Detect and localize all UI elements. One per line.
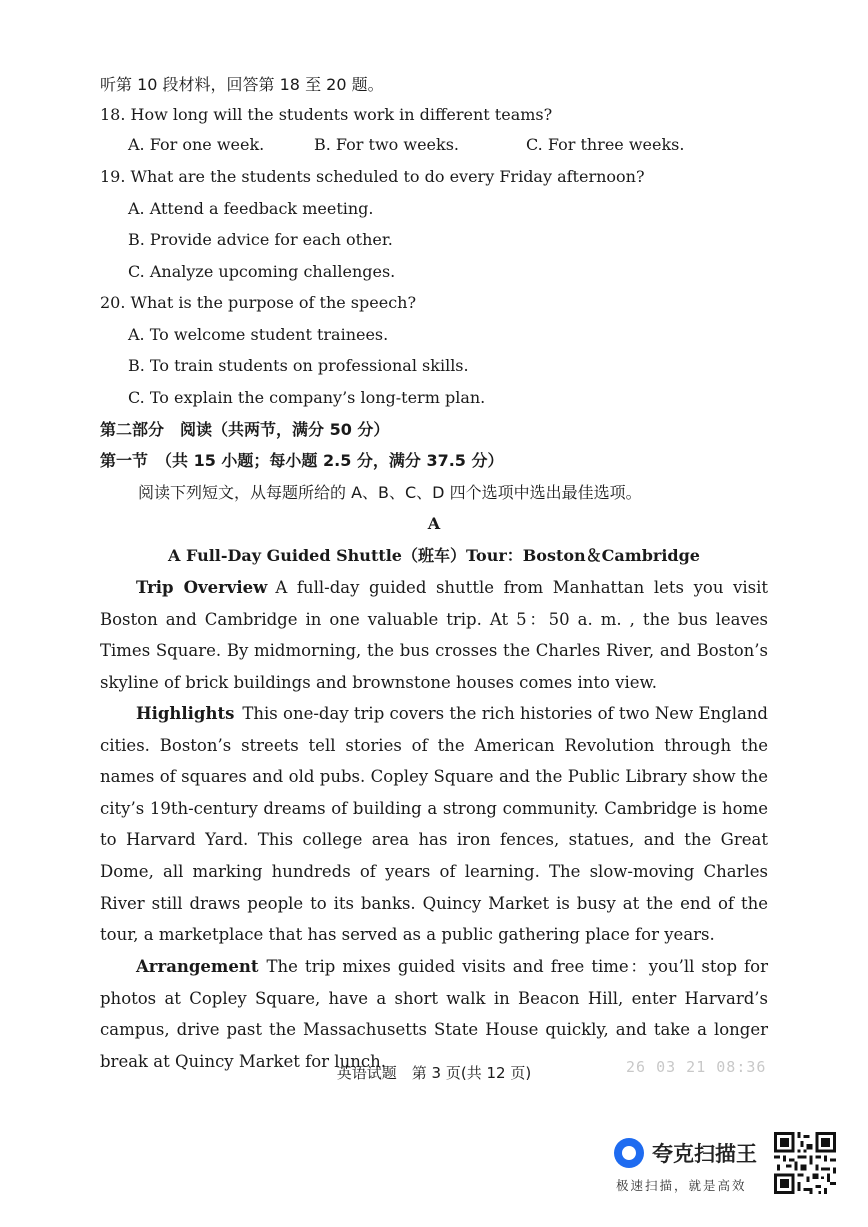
reading-part-title: 第二部分 阅读（共两节，满分 50 分） xyxy=(100,420,390,439)
paragraph-lead: Arrangement xyxy=(136,957,259,976)
q20-option-b: B. To train students on professional skills. xyxy=(128,356,469,375)
page-number: 英语试题 第 3 页(共 12 页) xyxy=(336,1064,532,1082)
question-20: 20. What is the purpose of the speech? xyxy=(100,293,417,312)
scanner-watermark xyxy=(614,1136,764,1196)
reading-instruction: 阅读下列短文，从每题所给的 A、B、C、D 四个选项中选出最佳选项。 xyxy=(138,483,642,502)
q18-option-c: C. For three weeks. xyxy=(526,135,685,154)
brand-slogan: 极速扫描，就是高效 xyxy=(616,1178,747,1193)
paragraph-text: A full-day guided shuttle from Manhattan lets you visit Boston and Cambridge in one valuable trip. At 5：50 a. m. , the bus leaves Times Square. By midmorning, the bus crosses the Charles River, and Boston’s skyline of brick buildings and brownstone houses comes into view. xyxy=(100,578,768,692)
qr-code-icon xyxy=(774,1132,836,1194)
brand-name: 夸克扫描王 xyxy=(652,1142,757,1166)
passage-title: A Full-Day Guided Shuttle（班车）Tour：Boston＆Cambridge xyxy=(168,546,700,565)
paragraph-trip-overview xyxy=(100,572,768,698)
listening-intro: 听第 10 段材料，回答第 18 至 20 题。 xyxy=(100,75,384,94)
paragraph-text: The trip mixes guided visits and free time：you’ll stop for photos at Copley Square, have a short walk in Beacon Hill, enter Harvard’s campus, drive past the Massachusetts State House quickly, and take a longer break at Quincy Market for lunch. xyxy=(100,957,768,1071)
q18-option-a: A. For one week. xyxy=(128,135,265,154)
paragraph-lead: Trip Overview xyxy=(136,578,268,597)
q19-option-b: B. Provide advice for each other. xyxy=(128,230,393,249)
scanner-logo-icon xyxy=(614,1138,644,1168)
question-19: 19. What are the students scheduled to do every Friday afternoon? xyxy=(100,167,645,186)
reading-section-title: 第一节 （共 15 小题；每小题 2.5 分，满分 37.5 分） xyxy=(100,451,504,470)
q19-option-a: A. Attend a feedback meeting. xyxy=(128,199,374,218)
paragraph-text: This one-day trip covers the rich histories of two New England cities. Boston’s streets tell stories of the American Revolution through the names of squares and old pubs. Copley Square and the Public Library show the city’s 19th-century dreams of building a strong community. Cambridge is home to Harvard Yard. This college area has iron fences, statues, and the Great Dome, all marking hundreds of years of learning. The slow-moving Charles River still draws people to its banks. Quincy Market is busy at the end of the tour, a marketplace that has served as a public gathering place for years. xyxy=(100,704,768,945)
question-18: 18. How long will the students work in different teams? xyxy=(100,105,553,124)
paragraph-lead: Highlights xyxy=(136,704,235,723)
q20-option-c: C. To explain the company’s long-term plan. xyxy=(128,388,486,407)
q20-option-a: A. To welcome student trainees. xyxy=(128,325,389,344)
q18-option-b: B. For two weeks. xyxy=(314,135,459,154)
scan-timestamp: 26 03 21 08:36 xyxy=(626,1058,767,1076)
q19-option-c: C. Analyze upcoming challenges. xyxy=(128,262,396,281)
passage-letter: A xyxy=(427,514,441,533)
paragraph-highlights xyxy=(100,698,768,951)
